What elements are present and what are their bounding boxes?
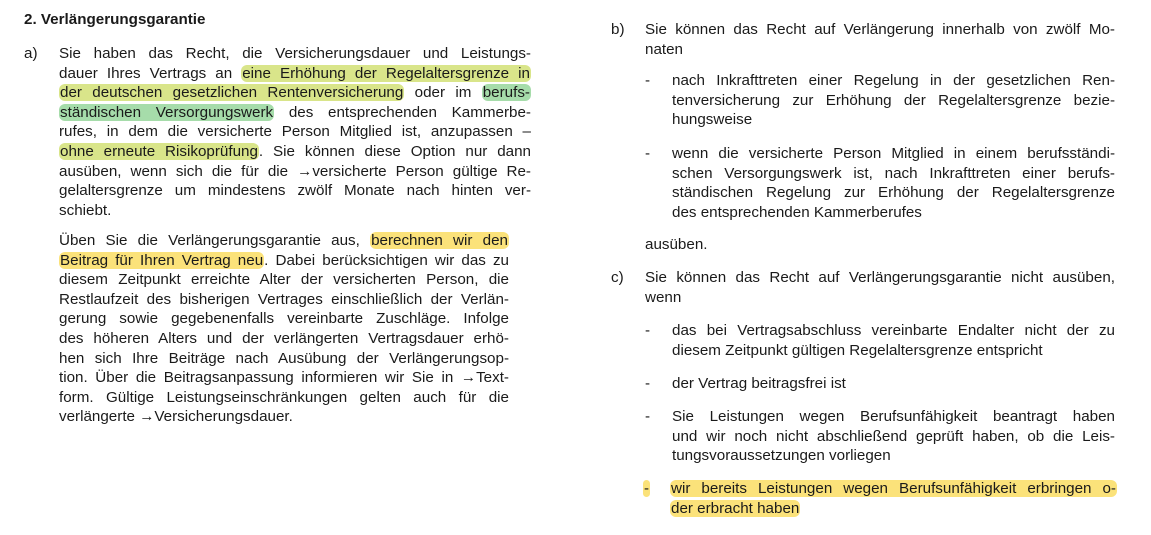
text-line: ständischen Versorgungswerk des entsprechenden Kammerbe- — [60, 103, 531, 121]
list-item — [672, 144, 1115, 222]
highlight-rentenversicherung: der deutschen gesetzlichen Rentenversicherung — [60, 84, 404, 102]
text-line: und wir noch nicht abschließend geprüft haben, ob die Leis- — [672, 427, 1115, 445]
highlight-berufs: berufs- — [482, 84, 530, 102]
item-a-paragraph-2 — [59, 231, 509, 427]
list-item — [672, 374, 1115, 394]
text-line: diesem Zeitpunkt erreichte Alter der versicherten Person, die — [59, 271, 509, 289]
item-c-intro — [645, 268, 1115, 307]
text-line: dauer Ihres Vertrags an eine Erhöhung der Regelaltersgrenze in — [59, 64, 530, 82]
item-b-tail — [645, 235, 945, 255]
list-item — [672, 71, 1115, 130]
text-line: tenversicherung zur Erhöhung der Regelaltersgrenze bezie- — [672, 91, 1115, 109]
highlight-berechnen: berechnen wir den — [371, 232, 508, 249]
text-line: diesem Zeitpunkt gültigen Regelaltersgrenze entspricht — [672, 341, 1043, 359]
text-line: Sie können das Recht auf Verlängerungsgarantie nicht ausüben, — [645, 269, 1115, 286]
text-line: form. Gültige Leistungseinschränkungen gelten auch für die — [59, 388, 509, 406]
text-line — [670, 479, 1117, 499]
text-line: nach Inkrafttreten einer Regelung in der gesetzlichen Ren- — [672, 72, 1115, 89]
text-line: Beitrag für Ihren Vertrag neu. Dabei berücksichtigen wir das zu — [60, 251, 509, 269]
text-line: schen Versorgungswerk ist, nach Inkrafttreten einer berufs- — [672, 164, 1115, 182]
text-line: das bei Vertragsabschluss vereinbarte Endalter nicht der zu — [672, 322, 1115, 339]
highlight-leistungen-erbringen: wir bereits Leistungen wegen Berufsunfähigkeit erbringen o- — [671, 480, 1116, 497]
highlight-erbracht: der erbracht haben — [671, 499, 800, 517]
highlight-risikopruefung: ohne erneute Risikoprüfung — [60, 142, 258, 160]
item-a-paragraph — [59, 44, 531, 220]
text-line: rufes, in dem die versicherte Person Mitglied ist, anzupassen – — [59, 123, 531, 141]
text-line: Restlaufzeit des bisherigen Vertrages einschließlich der Verlän- — [59, 290, 509, 308]
text-line: hungsweise — [672, 111, 753, 129]
text-line: Sie Leistungen wegen Berufsunfähigkeit beantragt haben — [672, 408, 1115, 425]
list-dash: - — [645, 408, 651, 425]
list-dash: - — [645, 72, 651, 89]
text-line: der deutschen gesetzlichen Rentenversicherung oder im berufs- — [60, 84, 530, 102]
list-dash-highlighted: - — [644, 480, 650, 497]
text-line: gerung sowie gegebenenfalls vereinbarte Zuschläge. Infolge — [59, 310, 509, 328]
text-line: wenn — [645, 288, 682, 306]
text-line: Sie können das Recht auf Verlängerung innerhalb von zwölf Mo- — [645, 21, 1115, 38]
text-line: ohne erneute Risikoprüfung. Sie können diese Option nur dann — [60, 142, 531, 160]
list-item-highlighted — [670, 479, 1117, 518]
text-line: des entsprechenden Kammerberufes — [672, 203, 922, 221]
list-item — [672, 407, 1115, 466]
text-line: der Vertrag beitragsfrei ist — [672, 375, 846, 392]
list-dash: - — [645, 375, 651, 392]
text-line: gelaltersgrenze um mindestens zwölf Monate nach hinten ver- — [59, 182, 531, 200]
text-line: ausüben, wenn sich die für die →versicherte Person gültige Re- — [59, 162, 531, 180]
text-line — [670, 499, 1117, 519]
text-line: des höheren Alters und der verlängerten Vertragsdauer erhö- — [59, 329, 509, 347]
text-line: schiebt. — [59, 201, 112, 219]
text-line: hen sich Ihre Beiträge nach Ausübung der Verlängerungsop- — [59, 349, 509, 367]
text-line: ausüben. — [645, 236, 708, 253]
highlight-versorgungswerk: ständischen Versorgungswerk — [60, 103, 274, 121]
section-heading: 2. Verlängerungsgarantie — [24, 11, 206, 28]
list-dash: - — [645, 322, 651, 339]
text-line: tungsvoraussetzungen vorliegen — [672, 447, 891, 465]
highlight-regelaltersgrenze: eine Erhöhung der Regelaltersgrenze in — [242, 64, 530, 82]
item-a-label: a) — [24, 45, 38, 62]
item-b-intro — [645, 20, 1115, 59]
highlight-beitrag-neu: Beitrag für Ihren Vertrag neu — [60, 251, 264, 269]
text-line: tion. Über die Beitragsanpassung informieren wir Sie in →Text- — [59, 369, 509, 387]
text-line: Üben Sie die Verlängerungsgarantie aus, berechnen wir den — [59, 232, 508, 249]
text-line: verlängerte →Versicherungsdauer. — [59, 408, 293, 426]
list-item — [672, 321, 1115, 360]
text-line: ständischen Regelung zur Erhöhung der Regelaltersgrenze — [672, 184, 1115, 202]
text-line: wenn die versicherte Person Mitglied in einem berufsständi- — [672, 145, 1115, 162]
list-dash: - — [645, 145, 651, 162]
item-c-label: c) — [611, 269, 624, 286]
item-b-label: b) — [611, 21, 625, 38]
text-line: naten — [645, 40, 684, 58]
text-line: Sie haben das Recht, die Versicherungsdauer und Leistungs- — [59, 45, 531, 62]
